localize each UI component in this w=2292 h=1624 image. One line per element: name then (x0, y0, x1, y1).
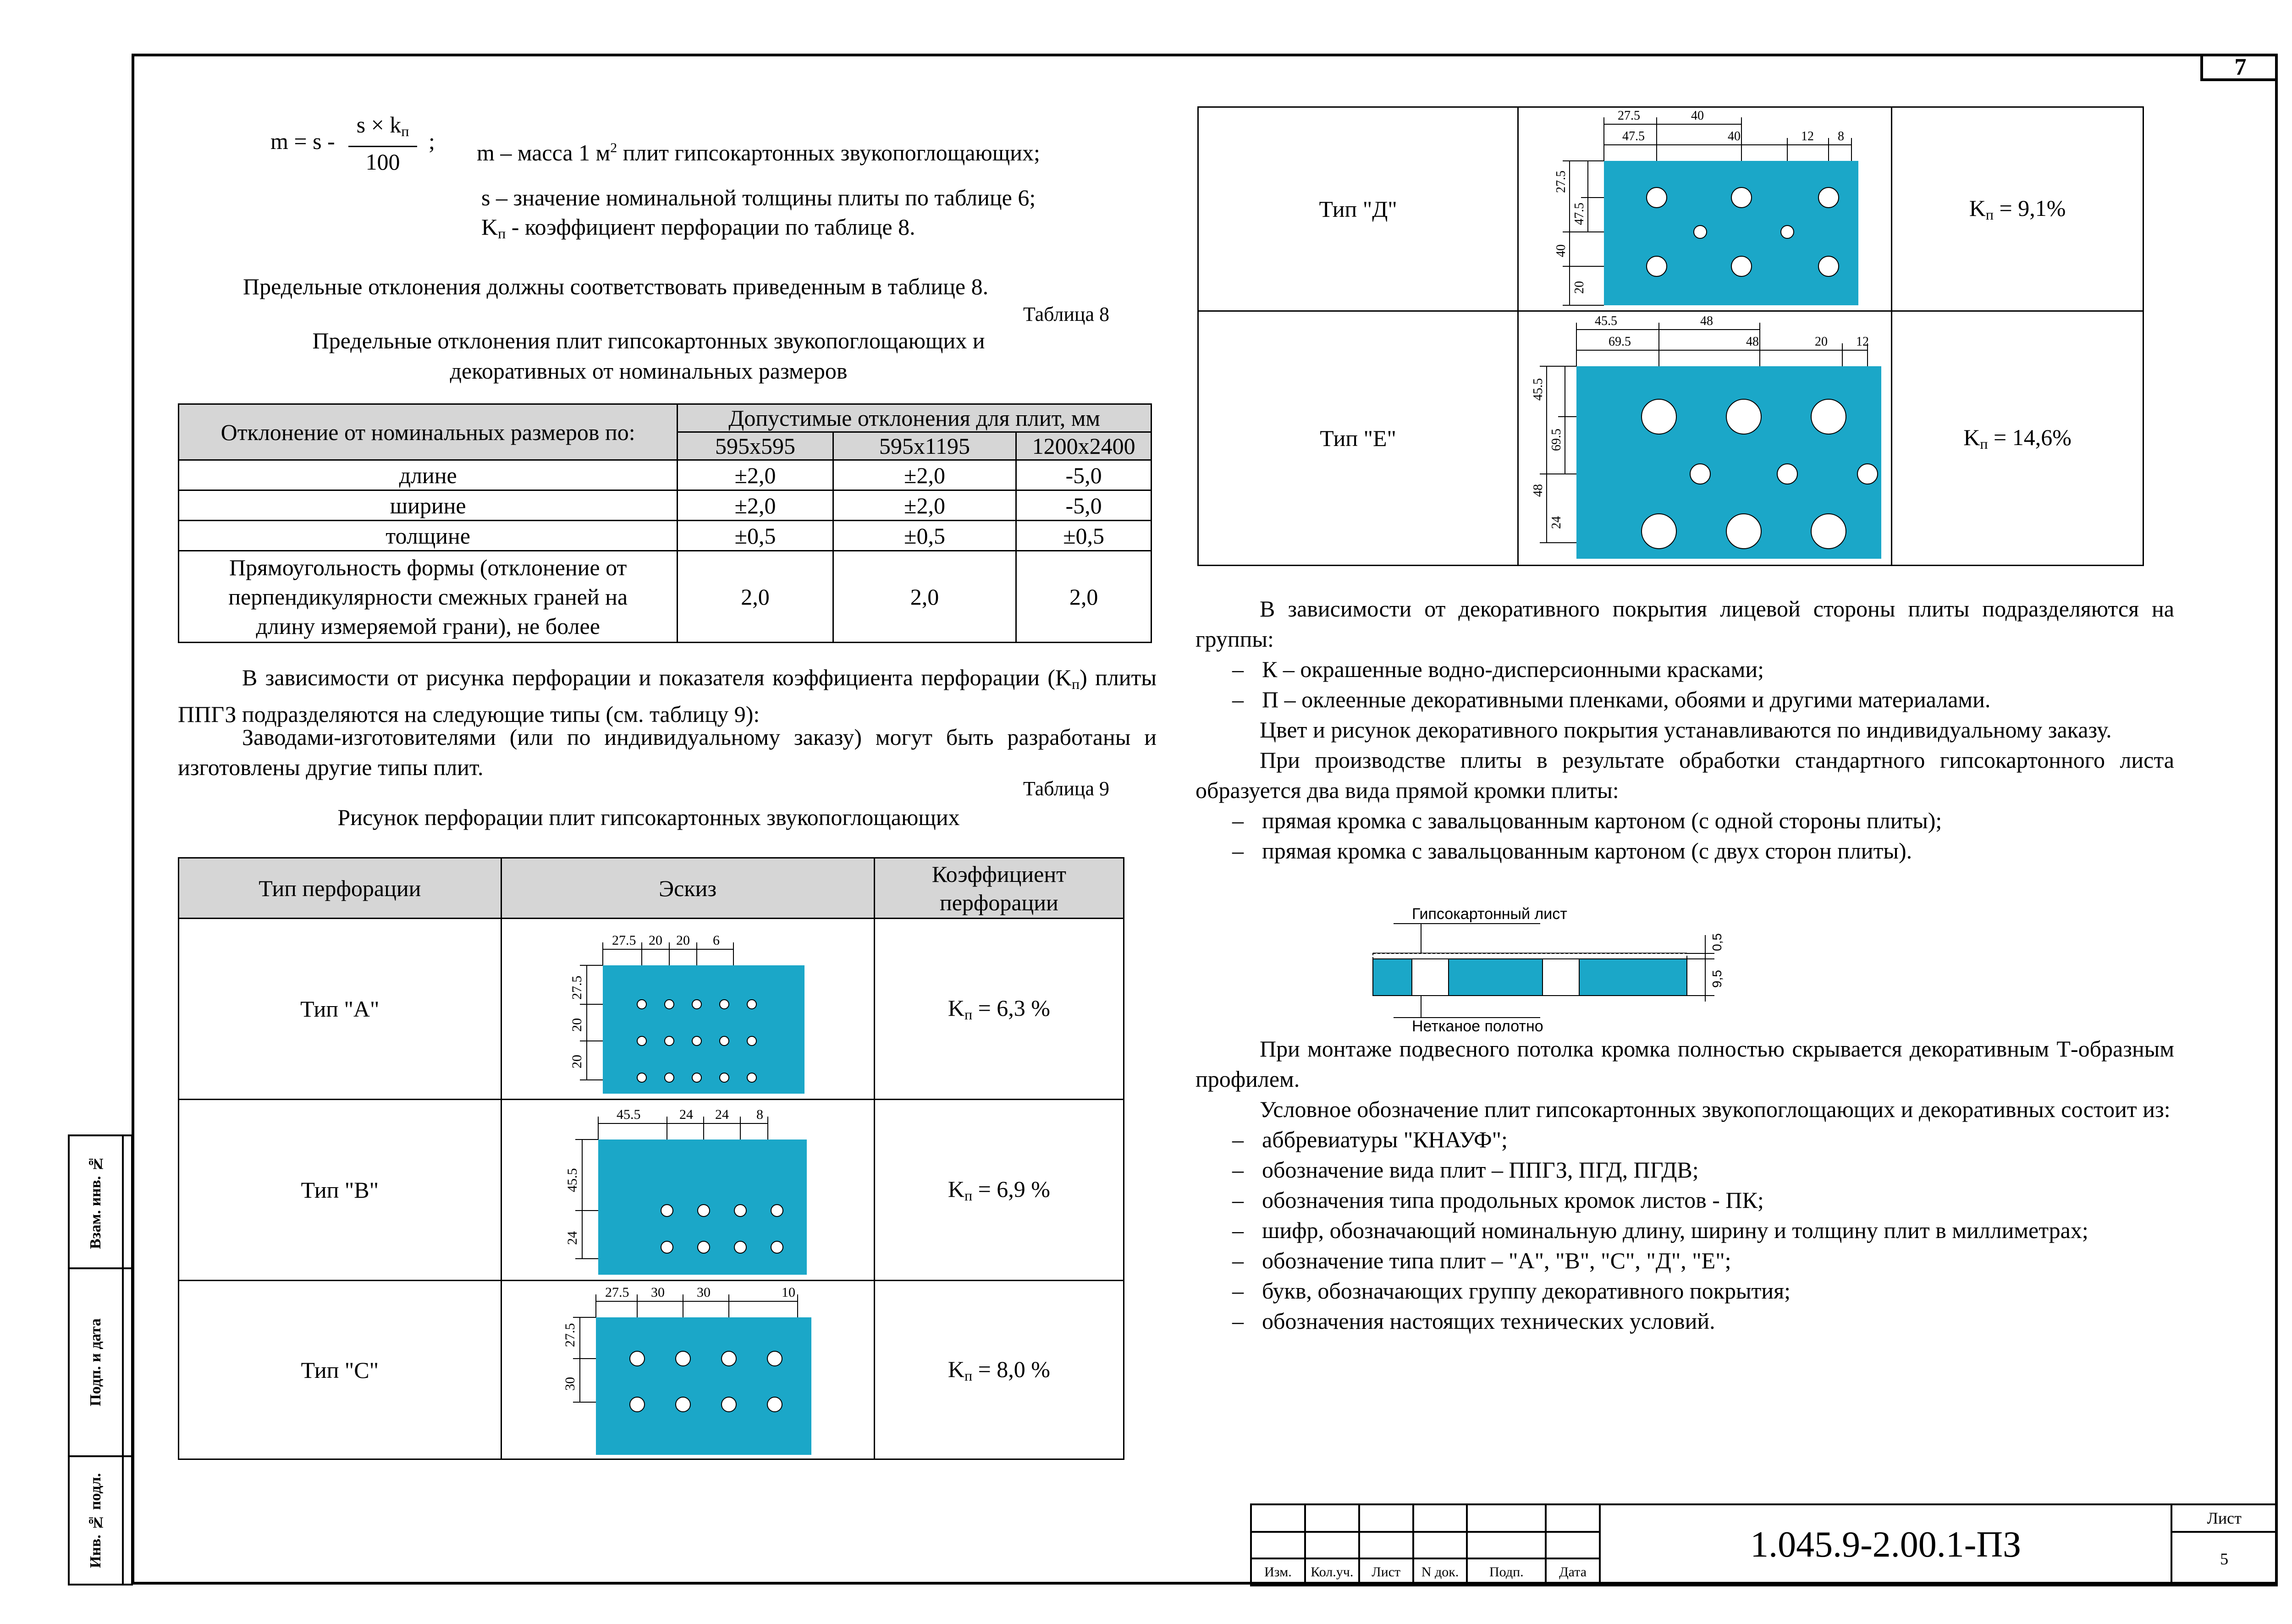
dim-label: 30 (651, 1284, 665, 1300)
dim-label: 20 (1815, 334, 1828, 349)
t9-coef: $K_п = 8,0$ % (874, 1281, 1124, 1459)
t8-size: 595x1195 (833, 432, 1016, 460)
dim-label: 45.5 (1595, 314, 1618, 328)
t8-cell: 2,0 (1016, 551, 1152, 643)
sketch-type-a (501, 919, 874, 1100)
dim-label: 20 (569, 1055, 585, 1068)
list-item: – обозначение вида плит – ППГЗ, ПГД, ПГДВ; (1223, 1155, 2174, 1185)
t8-cell: ±2,0 (678, 460, 833, 490)
perforation-sketch-a (559, 922, 816, 1096)
dim-label: 69.5 (1609, 334, 1631, 349)
t9-coef: $K_п = 6,3$ % (874, 919, 1124, 1100)
t8-cell: -5,0 (1016, 490, 1152, 521)
stamp-col: N док. (1413, 1558, 1467, 1585)
mount-para: При монтаже подвесного потолка кромка полностью скрывается декоративным Т-образным профилем. (1196, 1036, 2174, 1092)
t8-cell: 2,0 (678, 551, 833, 643)
t8-cell: ±2,0 (833, 490, 1016, 521)
dim-label: 24 (565, 1231, 580, 1245)
dim-label: 20 (676, 933, 690, 948)
list-item: – прямая кромка с завальцованным картоном (с одной стороны плиты); (1223, 805, 2174, 836)
dim-label: 45.5 (617, 1107, 641, 1122)
t8-size: 595x595 (678, 432, 833, 460)
dim-label: 24 (715, 1107, 729, 1122)
t9-coef: $K_п = 14,6\%$ (1892, 311, 2143, 566)
list-item: – обозначения типа продольных кромок листов - ПК; (1223, 1185, 2174, 1215)
dim-label: 48 (1531, 484, 1546, 497)
dim-label: 40 (1728, 129, 1741, 143)
dim-label: 40 (1554, 244, 1569, 257)
perforation-sketch-c (559, 1283, 816, 1457)
dim-label: 45.5 (1531, 378, 1546, 401)
color-para: Цвет и рисунок декоративного покрытия устанавливаются по индивидуальному заказу. (1260, 717, 2112, 743)
t8-size: 1200x2400 (1016, 432, 1152, 460)
formula-def-m: m – масса 1 $м^2$ плит гипсокартонных звукопоглощающих; (477, 140, 1040, 165)
t9-type: Тип "Д" (1198, 107, 1518, 311)
dim-label: 12 (1801, 129, 1814, 143)
perforation-sketch-d (1526, 108, 1884, 310)
t9-coef: $K_п = 9,1\%$ (1892, 107, 2143, 311)
table8-title: Предельные отклонения плит гипсокартонных звукопоглощающих и декоративных от номинальных размеров (312, 328, 985, 384)
t8-row-label: ширине (179, 490, 678, 521)
t8-cell: 2,0 (833, 551, 1016, 643)
t8-cell: ±0,5 (833, 521, 1016, 551)
perforation-sketch-e (1526, 314, 1884, 563)
right-text-column-2 (1196, 1034, 2174, 1336)
formula-lhs: m = s - (270, 128, 335, 154)
formula-def-s: s – значение номинальной толщины плиты по таблице 6; (481, 185, 1036, 210)
list-item: – шифр, обозначающий номинальную длину, ширину и толщину плит в миллиметрах; (1223, 1215, 2174, 1245)
stamp-col: Дата (1546, 1558, 1600, 1585)
dim-label: 24 (679, 1107, 694, 1122)
dim-label: 27.5 (1618, 109, 1641, 123)
dim-label: 30 (697, 1284, 711, 1300)
dim-label: 27.5 (605, 1284, 629, 1300)
decor-intro: В зависимости от декоративного покрытия лицевой стороны плиты подразделяются на группы: (1196, 596, 2174, 652)
perforation-sketch-b (559, 1103, 816, 1277)
perf-para-2: Заводами-изготовителями (или по индивидуальному заказу) могут быть разработаны и изготовлены другие типы плит. (178, 724, 1157, 780)
dim-label: 48 (1700, 314, 1713, 328)
list-item: – П – оклеенные декоративными пленками, обоями и другими материалами. (1223, 684, 2174, 715)
title-block (1250, 1503, 2278, 1586)
table9-label: Таблица 9 (1023, 777, 1109, 800)
t8-cell: ±2,0 (833, 460, 1016, 490)
dim-label: 40 (1691, 109, 1704, 123)
t9-type: Тип "C" (179, 1281, 501, 1459)
list-item: – К – окрашенные водно-дисперсионными красками; (1223, 654, 2174, 684)
dim-label: 27.5 (1554, 171, 1569, 193)
edge-section-figure (1366, 903, 1742, 1034)
edge-list (1196, 805, 2174, 866)
formula-def-k: $K_п$ - коэффициент перфорации по таблице 8. (481, 214, 915, 242)
edge-dim: 0,5 (1710, 933, 1724, 951)
list-label: Лист (2171, 1504, 2277, 1532)
dim-label: 6 (713, 933, 720, 948)
t8-cell: ±2,0 (678, 490, 833, 521)
list-number: 5 (2171, 1532, 2277, 1585)
t8-cell: ±0,5 (678, 521, 833, 551)
doc-code: 1.045.9-2.00.1-ПЗ (1600, 1504, 2171, 1585)
stamp-col: Изм. (1251, 1558, 1305, 1585)
table8-label: Таблица 8 (1023, 303, 1109, 325)
list-item: – аббревиатуры "КНАУФ"; (1223, 1124, 2174, 1155)
sketch-type-d (1518, 107, 1892, 311)
sketch-type-c (501, 1281, 874, 1459)
dim-label: 27.5 (562, 1323, 578, 1347)
desig-para: Условное обозначение плит гипсокартонных звукопоглощающих и декоративных состоит из: (1260, 1096, 2171, 1122)
t9-coef: $K_п = 6,9$ % (874, 1100, 1124, 1281)
t8-cell: ±0,5 (1016, 521, 1152, 551)
dim-label: 47.5 (1572, 203, 1587, 225)
edge-label-top: Гипсокартонный лист (1412, 905, 1567, 923)
t8-row-label: толщине (179, 521, 678, 551)
edge-para: При производстве плиты в результате обработки стандартного гипсокартонного листа образуется два вида прямой кромки плиты: (1196, 747, 2174, 803)
list-item: – обозначение типа плит – "А", "В", "С", "Д", "Е"; (1223, 1245, 2174, 1276)
t8-cell: -5,0 (1016, 460, 1152, 490)
t8-col-head: Отклонение от номинальных размеров по: (179, 404, 678, 460)
perf-para-1: В зависимости от рисунка перфорации и показателя коэффициента перфорации $(K_п)$ плиты ППГЗ подразделяются на следующие типы (см. таблицу 9): (178, 665, 1157, 727)
dim-label: 30 (562, 1376, 578, 1391)
t9-head-type: Тип перфорации (179, 858, 501, 919)
dim-label: 27.5 (612, 933, 636, 948)
dim-label: 48 (1746, 334, 1759, 349)
dim-label: 69.5 (1549, 428, 1564, 451)
dim-label: 20 (1572, 281, 1587, 294)
dim-label: 8 (1838, 129, 1845, 143)
table-8 (178, 403, 1152, 643)
stamp-col: Лист (1359, 1558, 1413, 1585)
dim-label: 20 (649, 933, 663, 948)
list-item: – букв, обозначающих группу декоративного покрытия; (1223, 1276, 2174, 1306)
limits-intro: Предельные отклонения должны соответствовать приведенным в таблице 8. (243, 274, 989, 299)
dim-label: 47.5 (1622, 129, 1645, 143)
right-text-column (1196, 594, 2174, 866)
side-stamp-label: Подп. и дата (69, 1268, 123, 1456)
side-stamp-label: Взам. инв. № (69, 1135, 123, 1268)
t8-row-label: Прямоугольность формы (отклонение от перпендикулярности смежных граней на длину измеряемой грани), не более (179, 551, 678, 643)
dim-label: 8 (756, 1107, 764, 1122)
sheet-number: 7 (2200, 54, 2278, 81)
sketch-type-e (1518, 311, 1892, 566)
edge-dim: 9,5 (1710, 970, 1724, 988)
edge-label-bottom: Нетканое полотно (1412, 1018, 1543, 1034)
t9-head-coef: Коэффициент перфорации (874, 858, 1124, 919)
t9-type: Тип "B" (179, 1100, 501, 1281)
stamp-col: Подп. (1467, 1558, 1546, 1585)
formula-sep: ; (429, 128, 435, 154)
list-item: – обозначения настоящих технических условий. (1223, 1306, 2174, 1336)
t8-group-head: Допустимые отклонения для плит, мм (678, 404, 1152, 432)
dim-label: 27.5 (569, 975, 585, 1000)
desig-list (1196, 1124, 2174, 1336)
table9-title: Рисунок перфорации плит гипсокартонных звукопоглощающих (337, 804, 960, 830)
list-item: – прямая кромка с завальцованным картоном (с двух сторон плиты). (1223, 836, 2174, 866)
t8-row-label: длине (179, 460, 678, 490)
dim-label: 45.5 (565, 1168, 580, 1192)
t9-head-sketch: Эскиз (501, 858, 874, 919)
dim-label: 20 (569, 1018, 585, 1032)
t9-type: Тип "E" (1198, 311, 1518, 566)
table-9 (178, 857, 1124, 1460)
sketch-type-b (501, 1100, 874, 1281)
dim-label: 12 (1856, 334, 1869, 349)
formula-fraction: $s \times k_п$ 100 (348, 110, 417, 176)
side-stamp (68, 1134, 133, 1585)
decor-list (1196, 654, 2174, 715)
table-9-continued (1197, 106, 2144, 566)
dim-label: 10 (782, 1284, 796, 1300)
t9-type: Тип "A" (179, 919, 501, 1100)
stamp-col: Кол.уч. (1305, 1558, 1359, 1585)
side-stamp-label: Инв. № подл. (69, 1456, 123, 1585)
dim-label: 24 (1549, 516, 1564, 529)
